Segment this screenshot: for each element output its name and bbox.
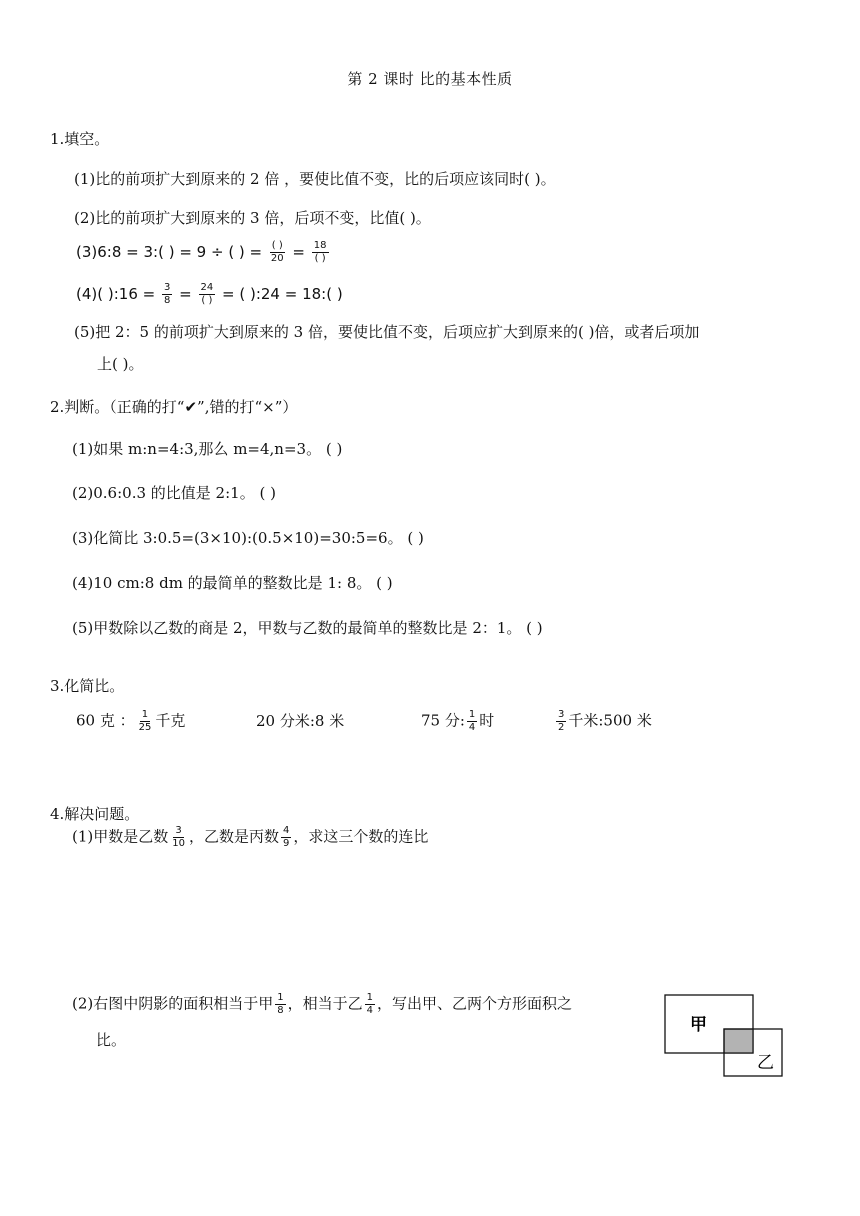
p2-text-a: (2)右图中阴影的面积相当于甲: [72, 994, 274, 1013]
q4-f2-numerator: 24: [200, 282, 214, 293]
simplify-item-3: [421, 710, 494, 733]
simplify-item-2: 20 分米:8 米: [256, 712, 345, 730]
fill-question-5-line2: 上( )。: [97, 355, 144, 373]
section4-heading: 4.解决问题。: [50, 805, 140, 823]
problem-2-line2: 比。: [96, 1031, 127, 1049]
judge-item-2: (2)0.6:0.3 的比值是 2:1。 ( ): [72, 484, 276, 502]
simplify-item-1: [76, 710, 185, 733]
p1-denominator-2: 9: [283, 838, 290, 849]
e4-denominator: 2: [558, 722, 565, 733]
fill-question-4: [76, 283, 343, 306]
e3-suffix: 时: [479, 711, 495, 730]
p2-text-b: ，相当于乙: [287, 994, 363, 1013]
q3-f1-denominator: 20: [270, 253, 284, 264]
q3-equals: =: [292, 243, 305, 261]
page-title: 第 2 课时 比的基本性质: [347, 70, 513, 88]
section1-heading: 1.填空。: [50, 130, 110, 148]
e1-denominator: 25: [138, 722, 152, 733]
judge-item-5: (5)甲数除以乙数的商是 2，甲数与乙数的最简单的整数比是 2：1。 ( ): [72, 619, 543, 637]
label-jia: 甲: [690, 1015, 707, 1035]
e1-prefix: 60 克 ：: [76, 711, 135, 730]
p2-denominator-1: 8: [277, 1005, 284, 1016]
e1-fraction: [137, 710, 154, 733]
overlap-rectangles-figure: [660, 992, 790, 1082]
q4-fraction-1: [162, 283, 172, 306]
e3-fraction: [467, 710, 477, 733]
section2-heading: 2.判断。（正确的打“✔”,错的打“×”）: [50, 398, 298, 416]
p2-fraction-2: [365, 993, 375, 1016]
p1-fraction-2: [281, 826, 291, 849]
p1-text-c: ，求这三个数的连比: [293, 827, 429, 846]
q3-f2-denominator: ( ): [314, 253, 326, 264]
p1-fraction-1: [170, 826, 187, 849]
shaded-overlap: [724, 1029, 753, 1053]
p1-numerator-2: 4: [283, 825, 290, 836]
q3-f1-numerator: ( ): [271, 240, 283, 251]
p2-text-c: ，写出甲、乙两个方形面积之: [377, 994, 573, 1013]
judge-item-3: (3)化简比 3:0.5=(3×10):(0.5×10)=30:5=6。 ( ): [72, 529, 424, 547]
e4-fraction: [556, 710, 566, 733]
p1-denominator-1: 10: [172, 838, 185, 849]
p2-numerator-2: 1: [366, 992, 374, 1003]
judge-item-1: (1)如果 m:n=4:3,那么 m=4,n=3。 ( ): [72, 440, 343, 458]
q3-fraction-1: [269, 241, 286, 264]
fill-question-5-line1: (5)把 2：5 的前项扩大到原来的 3 倍，要使比值不变，后项应扩大到原来的( )倍，或者后项加: [74, 323, 700, 341]
q4-suffix: = ( ):24 = 18:( ): [222, 285, 343, 303]
e3-numerator: 1: [468, 709, 476, 720]
e1-numerator: 1: [141, 709, 149, 720]
section3-heading: 3.化简比。: [50, 677, 125, 695]
problem-2-line1: [72, 993, 572, 1016]
p1-text-b: ，乙数是丙数: [188, 827, 279, 846]
q4-prefix: (4)( ):16 =: [76, 285, 156, 303]
q3-f2-numerator: 18: [313, 240, 327, 251]
p2-numerator-1: 1: [277, 992, 284, 1003]
e1-suffix: 千克: [155, 711, 186, 730]
problem-1: [72, 826, 428, 849]
q4-f2-denominator: ( ): [201, 295, 213, 306]
p2-denominator-2: 4: [366, 1005, 374, 1016]
fill-question-2: (2)比的前项扩大到原来的 3 倍，后项不变，比值( )。: [74, 209, 431, 227]
simplify-item-4: [554, 710, 652, 733]
q4-f1-denominator: 8: [163, 295, 171, 306]
q3-fraction-2: [312, 241, 329, 264]
e3-prefix: 75 分:: [421, 711, 465, 730]
fill-question-3: [76, 241, 331, 264]
e4-suffix: 千米:500 米: [568, 711, 652, 730]
fill-question-1: (1)比的前项扩大到原来的 2 倍 ，要使比值不变，比的后项应该同时( )。: [74, 170, 556, 188]
q4-fraction-2: [199, 283, 216, 306]
q4-f1-numerator: 3: [163, 282, 171, 293]
label-yi: 乙: [757, 1053, 774, 1073]
q3-prefix: (3)6:8 = 3:( ) = 9 ÷ ( ) =: [76, 243, 263, 261]
e4-numerator: 3: [558, 709, 565, 720]
judge-item-4: (4)10 cm:8 dm 的最简单的整数比是 1: 8。 ( ): [72, 574, 393, 592]
p1-text-a: (1)甲数是乙数: [72, 827, 169, 846]
e3-denominator: 4: [468, 722, 476, 733]
q4-equals: =: [179, 285, 192, 303]
p2-fraction-1: [275, 993, 285, 1016]
p1-numerator-1: 3: [175, 825, 182, 836]
